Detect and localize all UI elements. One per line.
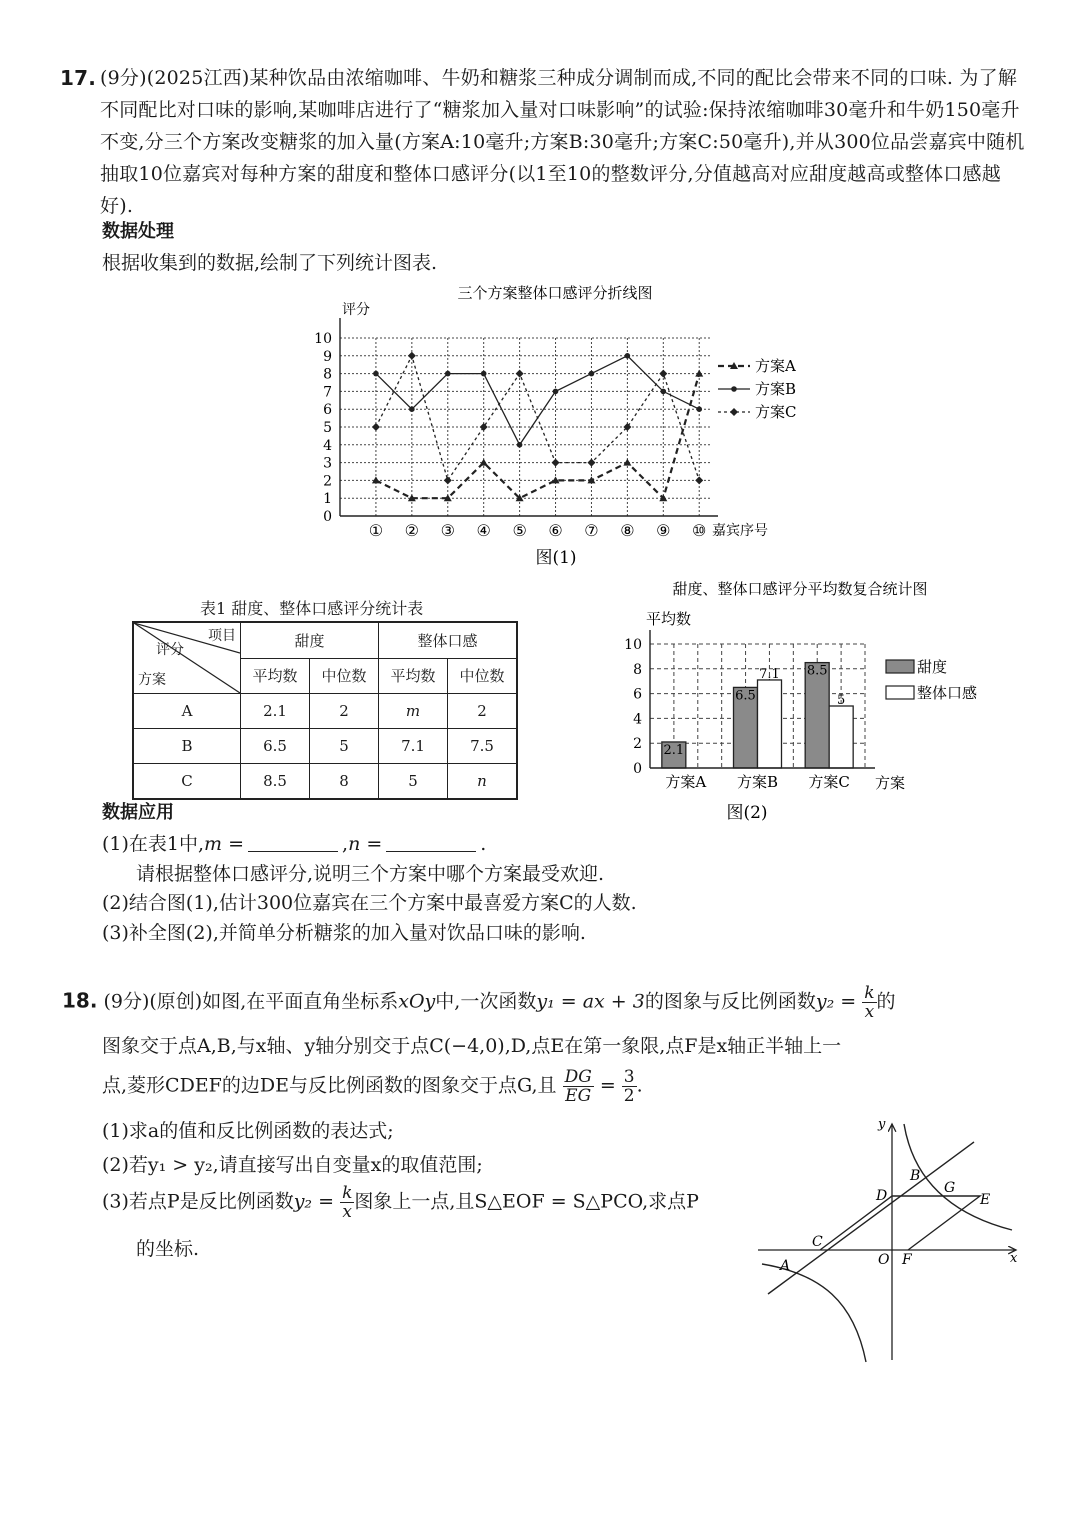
fraction-denominator: EG: [565, 1086, 592, 1106]
table1-group-sweet: 甜度: [241, 622, 379, 658]
table1-corner-mid: 评分: [156, 642, 184, 658]
q18-y2-label-2: y₂ =: [293, 1190, 335, 1213]
table-row: [133, 694, 517, 729]
y-tick-label: 7: [323, 384, 332, 401]
x-tick-label: 方案C: [808, 773, 850, 791]
y-tick-label: 1: [323, 491, 332, 508]
fraction-numerator: k: [342, 1183, 353, 1203]
label-y: y: [878, 1117, 886, 1132]
x-tick-label: ②: [404, 521, 420, 540]
legend-label: 整体口感: [917, 684, 978, 702]
chart1-legend: [718, 357, 796, 421]
x-tick-label: ⑤: [512, 521, 527, 540]
q17-intro: [60, 62, 1030, 222]
table1-corner-top: 项目: [208, 628, 236, 644]
q18-k-over-x-fraction-2: [340, 1184, 354, 1221]
table1-cell: 6.5: [241, 729, 310, 764]
label-g: G: [944, 1180, 956, 1196]
q18-y1-expr: y₁ = ax + 3: [536, 990, 645, 1013]
fraction-denominator: x: [342, 1202, 353, 1222]
blank-m: [248, 833, 338, 852]
table1-cell: 7.1: [379, 729, 448, 764]
q18-line1a: (9分)(原创)如图,在平面直角坐标系: [103, 990, 399, 1013]
q18-part3a: (3)若点P是反比例函数: [102, 1190, 294, 1213]
q17-part2: (2)结合图(1),估计300位嘉宾在三个方案中最喜爱方案C的人数.: [102, 892, 637, 914]
section-data-processing: 数据处理: [102, 221, 174, 242]
table1-group-overall: 整体口感: [379, 622, 518, 658]
fraction-numerator: k: [864, 983, 875, 1003]
table1-cell: 8: [310, 764, 379, 800]
label-e: E: [980, 1192, 991, 1208]
data-point: [408, 352, 416, 360]
table1-row-label: C: [133, 764, 241, 800]
legend-label: 方案A: [755, 357, 796, 375]
data-point: [481, 371, 487, 377]
section-data-processing-text: 根据收集到的数据,绘制了下列统计图表.: [102, 252, 438, 274]
data-point: [696, 406, 702, 412]
y-tick-label: 8: [323, 366, 332, 383]
data-point: [373, 371, 379, 377]
data-point: [695, 476, 703, 484]
legend-swatch-sweetness: [886, 660, 914, 673]
label-b: B: [910, 1168, 921, 1184]
bar-value-label: 2.1: [663, 742, 685, 758]
data-point: [516, 370, 524, 378]
x-tick-label: ⑥: [548, 521, 563, 540]
data-point: [552, 459, 560, 467]
table1-cell: n: [448, 764, 518, 800]
table1-cell: 2: [448, 694, 518, 729]
chart2-caption: 图(2): [726, 803, 768, 822]
table1-cell: m: [379, 694, 448, 729]
fraction-denominator: x: [864, 1002, 875, 1022]
x-tick-label: ⑨: [656, 521, 671, 540]
y-tick-label: 9: [323, 348, 332, 365]
table1-corner-cell: [133, 622, 241, 694]
y-axis-label: 评分: [342, 302, 370, 318]
x-tick-label: ⑦: [584, 521, 599, 540]
legend-label: 方案B: [755, 380, 797, 398]
q18-y2-label: y₂ =: [815, 990, 857, 1013]
y-tick-label: 4: [633, 711, 642, 728]
series-line: [376, 356, 699, 481]
x-axis-label: 嘉宾序号: [712, 523, 768, 539]
label-x: x: [1010, 1251, 1018, 1266]
bar-overall: [829, 706, 853, 768]
label-d: D: [876, 1188, 888, 1204]
q17-part1-lead: (1)在表1中,: [102, 833, 205, 855]
q18-line1b: 中,一次函数: [435, 990, 537, 1013]
chart1-title: 三个方案整体口感评分折线图: [457, 284, 653, 302]
bar-value-label: 6.5: [735, 688, 756, 704]
q18-part3: [102, 1184, 699, 1221]
data-point: [589, 371, 595, 377]
q18-line3: [102, 1068, 643, 1105]
chart2-bars: [662, 663, 853, 768]
label-a: A: [780, 1258, 791, 1274]
x-tick-label: 方案A: [665, 773, 707, 791]
q18-part3b: 图象上一点,且S△EOF = S△PCO,求点P: [354, 1190, 699, 1213]
table1-subheader: 中位数: [448, 658, 518, 694]
y-tick-label: 5: [323, 420, 332, 436]
fraction-numerator: DG: [564, 1067, 592, 1087]
table1-row-label: B: [133, 729, 241, 764]
chart2-legend: [886, 658, 977, 702]
q18-part2: (2)若y₁ > y₂,请直接写出自变量x的取值范围;: [102, 1154, 483, 1176]
y-tick-label: 8: [633, 661, 642, 678]
q17-intro-text: (9分)(2025江西)某种饮品由浓缩咖啡、牛奶和糖浆三种成分调制而成,不同的配比会带来不同的口味. 为了解不同配比对口味的影响,某咖啡店进行了“糖浆加入量对口味影响”的试验:保持浓缩咖啡30毫升和牛奶150毫升不变,分三个方案改变糖浆的加入量(方案A:10毫升;方案B:30毫升;方案C:50毫升),并从300位品尝嘉宾中随机抽取10位嘉宾对每种方案的甜度和整体口感评分(以1至10的整数评分,分值越高对应甜度越高或整体口感越好).: [100, 67, 1025, 217]
q17-number: 17.: [60, 66, 97, 90]
y-tick-label: 10: [314, 331, 332, 347]
q18-line3a: 点,菱形CDEF的边DE与反比例函数的图象交于点G,且: [102, 1074, 557, 1097]
data-point: [444, 476, 452, 484]
q18-part1: (1)求a的值和反比例函数的表达式;: [102, 1120, 394, 1142]
table-row: [133, 729, 517, 764]
data-point: [731, 386, 737, 392]
q17-n-label: n =: [348, 833, 383, 855]
q18-k-over-x-fraction: [862, 984, 876, 1021]
bar-value-label: 7.1: [759, 666, 780, 682]
q18-xoy: xOy: [398, 990, 436, 1013]
x-tick-label: ①: [368, 521, 384, 540]
table1-cell: 8.5: [241, 764, 310, 800]
q17-part3: (3)补全图(2),并简单分析糖浆的加入量对饮品口味的影响.: [102, 922, 586, 944]
q18-line1d: 的: [876, 990, 896, 1013]
table1-subheader: 中位数: [310, 658, 379, 694]
q17-part1-end: .: [480, 833, 487, 855]
series-line: [376, 374, 699, 499]
y-tick-label: 10: [624, 637, 642, 653]
table1-cell: 7.5: [448, 729, 518, 764]
y-axis-label: 平均数: [646, 610, 692, 628]
q18-line3-end: .: [636, 1074, 643, 1097]
table1-title: 表1 甜度、整体口感评分统计表: [200, 599, 424, 618]
table1-corner-bottom: 方案: [138, 672, 166, 688]
y-tick-label: 6: [323, 402, 332, 419]
table1-cell: 2: [310, 694, 379, 729]
q18-line2: 图象交于点A,B,与x轴、y轴分别交于点C(−4,0),D,点E在第一象限,点F是x轴正半轴上一: [102, 1035, 842, 1057]
rhombus-cdef: [820, 1196, 980, 1250]
x-axis-label: 方案: [875, 774, 906, 792]
y-tick-label: 2: [633, 736, 642, 753]
bar-value-label: 8.5: [806, 663, 828, 679]
y-tick-label: 2: [323, 473, 332, 490]
data-point: [730, 408, 738, 416]
legend-label: 甜度: [917, 658, 948, 676]
data-point: [661, 389, 667, 395]
fraction-numerator: 3: [623, 1067, 635, 1087]
data-point: [553, 389, 559, 395]
x-tick-label: 方案B: [736, 773, 779, 791]
q17-m-label: m =: [204, 833, 245, 855]
bar-overall: [758, 680, 782, 768]
data-point: [409, 406, 415, 412]
table1-cell: 5: [310, 729, 379, 764]
x-tick-label: ④: [476, 521, 491, 540]
chart2-title: 甜度、整体口感评分平均数复合统计图: [672, 580, 928, 598]
label-f: F: [902, 1252, 912, 1268]
q18-line1c: 的图象与反比例函数: [644, 990, 816, 1013]
data-point: [445, 371, 451, 377]
table1-row-label: A: [133, 694, 241, 729]
legend-label: 方案C: [755, 403, 797, 421]
legend-swatch-overall: [886, 686, 914, 699]
table1-subheader: 平均数: [379, 658, 448, 694]
figure-2-bar-chart: [610, 572, 1030, 822]
y-tick-label: 0: [323, 509, 332, 525]
fraction-denominator: 2: [623, 1086, 635, 1106]
q18-coordinate-figure: [752, 1112, 1032, 1372]
x-tick-label: ③: [440, 521, 455, 540]
series-line: [376, 356, 699, 445]
figure-1-line-chart: [300, 278, 860, 568]
data-point: [480, 423, 488, 431]
q18-part3-c: 的坐标.: [136, 1238, 200, 1260]
y-tick-label: 4: [323, 437, 332, 454]
table1-subheader: 平均数: [241, 658, 310, 694]
table1: [132, 621, 518, 800]
data-point: [625, 353, 631, 359]
y-tick-label: 6: [633, 686, 642, 703]
q17-part1: (1)在表1中,m = ,n = .: [102, 833, 487, 855]
y-tick-label: 3: [323, 455, 332, 472]
data-point: [659, 370, 667, 378]
label-c: C: [812, 1234, 823, 1250]
section-data-application: 数据应用: [102, 802, 174, 823]
q18-eq: =: [599, 1074, 616, 1097]
q18-dg-over-eg-fraction: [563, 1068, 594, 1105]
data-point: [587, 459, 595, 467]
q18-three-halves-fraction: [622, 1068, 637, 1105]
hyperbola-third-quadrant: [762, 1264, 866, 1362]
label-o: O: [878, 1252, 890, 1268]
table1-cell: 5: [379, 764, 448, 800]
table-row: [133, 764, 517, 800]
data-point: [372, 423, 380, 431]
table1-cell: 2.1: [241, 694, 310, 729]
data-point: [517, 442, 523, 448]
chart1-caption: 图(1): [535, 548, 577, 568]
blank-n: [386, 833, 476, 852]
q18-number: 18.: [62, 988, 98, 1013]
y-tick-label: 0: [633, 761, 642, 777]
x-tick-label: ⑧: [620, 521, 635, 540]
q17-part1-b: 请根据整体口感评分,说明三个方案中哪个方案最受欢迎.: [136, 863, 605, 885]
bar-value-label: 5: [837, 693, 846, 708]
q18-line1: [62, 984, 896, 1021]
x-tick-label: ⑩: [692, 521, 707, 540]
linear-function-line: [768, 1142, 974, 1294]
